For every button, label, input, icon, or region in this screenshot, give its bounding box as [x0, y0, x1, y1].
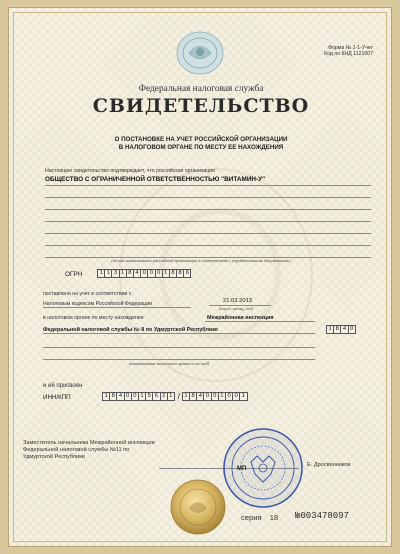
organ-text: в налоговом органе по месту нахождения: [43, 315, 144, 321]
tax-code-line: [43, 307, 191, 308]
hologram-seal-icon: [169, 478, 227, 536]
organ-line-4: [43, 359, 315, 360]
tax-code-text: Налоговым кодексом Российской Федерации: [43, 301, 153, 307]
organ-code-cells: [327, 325, 356, 334]
series-label: серия: [241, 513, 262, 522]
subtitle-line-2: В НАЛОГОВОМ ОРГАНЕ ПО МЕСТУ ЕЕ НАХОЖДЕНИЯ: [118, 144, 284, 151]
ogrn-digit: 0: [147, 269, 155, 278]
kpp-digit: 0: [203, 392, 211, 401]
page-title: СВИДЕТЕЛЬСТВО: [92, 95, 310, 117]
org-caption: (полное наименование российской организации в соответствии с учредительными документами): [111, 258, 291, 263]
inn-digit: 6: [152, 392, 160, 401]
organ-code-digit: 1: [326, 325, 334, 334]
signer-position-3: Удмуртской Республики: [23, 454, 85, 460]
ogrn-digit: 8: [176, 269, 184, 278]
certificate-sheet: [8, 7, 392, 547]
kpp-digit: 0: [211, 392, 219, 401]
ogrn-cells: [98, 269, 191, 278]
ogrn-label: ОГРН: [65, 271, 83, 278]
signer-position-2: Федеральной налоговой службы №11 по: [23, 447, 130, 453]
inn-kpp-label: ИНН/КПП: [43, 394, 71, 401]
ogrn-digit: 1: [97, 269, 105, 278]
inn-digit: 4: [116, 392, 124, 401]
organ-code-digit: 4: [340, 325, 348, 334]
inn-kpp-cells: [103, 392, 248, 401]
org-line-2: [45, 197, 371, 198]
org-line-3: [45, 209, 371, 210]
series-value: 18: [269, 513, 279, 522]
kpp-digit: 1: [182, 392, 190, 401]
organ-code-digit: 8: [333, 325, 341, 334]
ogrn-digit: 1: [119, 269, 127, 278]
organ-code-digit: 0: [348, 325, 356, 334]
ogrn-digit: 8: [169, 269, 177, 278]
ogrn-digit: 1: [104, 269, 112, 278]
inn-digit: 5: [145, 392, 153, 401]
organ-line-1: [205, 321, 315, 322]
ogrn-digit: 0: [140, 269, 148, 278]
org-line-1: [45, 185, 371, 186]
organ-name-1: Межрайонная инспекция: [207, 315, 274, 321]
registered-text: поставлена на учет в соответствии с: [43, 291, 132, 297]
kpp-digit: 1: [218, 392, 226, 401]
organization-name: ОБЩЕСТВО С ОГРАНИЧЕННОЙ ОТВЕТСТВЕННОСТЬЮ "ВИТАМИН-У": [45, 176, 266, 183]
inn-digit: 2: [160, 392, 168, 401]
inn-digit: 8: [109, 392, 117, 401]
organ-line-2: [43, 333, 315, 334]
ogrn-digit: 0: [155, 269, 163, 278]
stamp-mp-label: МП: [237, 466, 247, 472]
official-stamp-icon: [221, 426, 305, 510]
inn-digit: 1: [138, 392, 146, 401]
kpp-digit: 0: [232, 392, 240, 401]
inn-kpp-separator: /: [177, 392, 180, 401]
signer-name: Е. Дросвянников: [307, 462, 351, 468]
agency-name: Федеральная налоговая служба: [138, 84, 264, 94]
kpp-digit: 0: [225, 392, 233, 401]
confirm-text: Настоящее свидетельство подтверждает, что российская организация: [45, 168, 215, 174]
ogrn-digit: 6: [183, 269, 191, 278]
org-line-4: [45, 221, 371, 222]
form-number: Форма № 1-1-Учет: [328, 45, 373, 51]
org-line-6: [45, 245, 371, 246]
fns-emblem-icon: [175, 30, 225, 76]
document-number: №003478097: [295, 511, 350, 521]
kpp-digit: 1: [239, 392, 247, 401]
inn-digit: 1: [102, 392, 110, 401]
inn-digit: 1: [167, 392, 175, 401]
assigned-text: и ей присвоен: [43, 383, 83, 389]
ogrn-digit: 8: [126, 269, 134, 278]
kpp-digit: 8: [189, 392, 197, 401]
date-caption: (число, месяц, год): [219, 306, 253, 311]
org-line-5: [45, 233, 371, 234]
knd-code: Код по КНД 1121007: [324, 51, 373, 57]
ogrn-digit: 1: [162, 269, 170, 278]
organ-line-3: [43, 347, 315, 348]
signer-position-1: Заместитель начальника Межрайонной инспекции: [23, 440, 155, 446]
ogrn-digit: 3: [111, 269, 119, 278]
organ-caption: (наименование налогового органа и его код): [129, 361, 210, 366]
organ-name-2: Федеральной налоговой службы № 8 по Удмуртской Республике: [43, 327, 218, 333]
ogrn-digit: 4: [133, 269, 141, 278]
subtitle-line-1: О ПОСТАНОВКЕ НА УЧЕТ РОССИЙСКОЙ ОРГАНИЗАЦИИ: [114, 136, 288, 143]
kpp-digit: 4: [196, 392, 204, 401]
registration-date: 21.03.2013: [223, 298, 253, 304]
inn-digit: 0: [131, 392, 139, 401]
inn-digit: 0: [124, 392, 132, 401]
